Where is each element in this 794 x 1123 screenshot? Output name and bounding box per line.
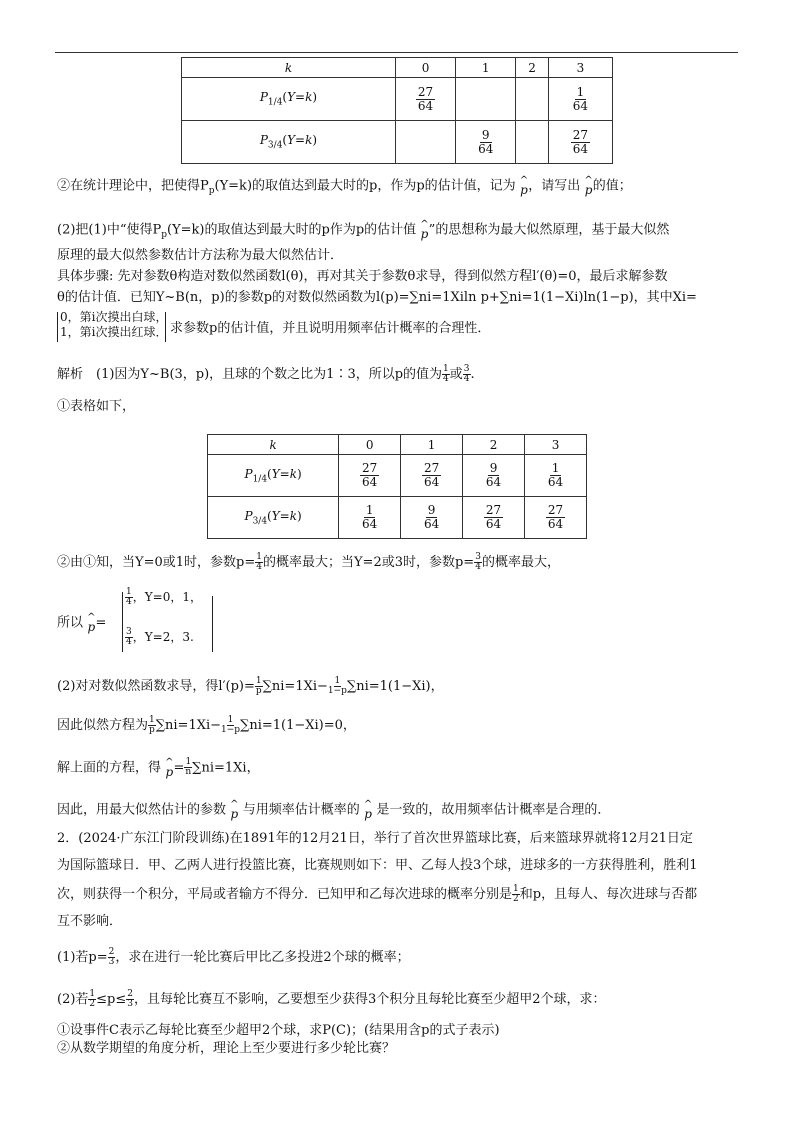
table-cell: $\frac{9}{64}$ <box>401 497 463 539</box>
table-cell: $\frac{27}{64}$ <box>463 497 525 539</box>
text-line: 原理的最大似然参数估计方法称为最大似然估计． <box>57 248 344 263</box>
text-line: 求参数p的估计值，并且说明用频率估计概率的合理性． <box>170 321 491 336</box>
question-2-sub-2: ②从数学期望的角度分析，理论上至少要进行多少轮比赛？ <box>57 1041 396 1056</box>
table-col: 0 <box>395 58 455 78</box>
table-col: 2 <box>463 435 525 455</box>
probability-table-2 <box>207 434 587 539</box>
solution-line-3: ②由①知，当Y=0或1时，参数p= $\frac{1}{4}$ 的概率最大；当Y=2或3时，参数p= $\frac{3}{4}$ 的概率最大， <box>57 552 560 572</box>
table-cell: $\frac{27}{64}$ <box>401 455 463 497</box>
question-2-line-1: 2．(2024·广东江门阶段训练)在1891年的12月21日，举行了首次世界篮球比赛，后来篮球界就将12月21日定 <box>57 831 693 846</box>
p-hat: ^ p <box>230 799 239 821</box>
table-cell: $\frac{27}{64}$ <box>525 497 587 539</box>
solution-line-4: 所以 ^ p= <box>57 612 107 634</box>
table-cell: $\frac{27}{64}$ <box>339 455 401 497</box>
table-cell: $\frac{9}{64}$ <box>463 455 525 497</box>
text-line: 具体步骤: 先对参数θ构造对数似然函数l(θ)，再对其关于参数θ求导，得到似然方程l′(θ)=0，最后求解参数 <box>57 269 668 284</box>
case-brace-close <box>165 312 166 342</box>
p-hat: ^ p <box>165 757 174 779</box>
question-2-line-4: 互不影响． <box>57 914 123 929</box>
case-1: $\frac{1}{4}$ ，Y=0，1， <box>126 587 202 607</box>
table-col: 3 <box>525 435 587 455</box>
table-cell: $\frac{1}{64}$ <box>525 455 587 497</box>
question-2-line-2: 为国际篮球日．甲、乙两人进行投篮比赛，比赛规则如下：甲、乙每人投3个球，进球多的一方获得胜利，胜利1 <box>57 858 698 873</box>
table-row-label: $P_{1/4}(Y=k)$ <box>182 78 396 121</box>
table-row-label: $P_{3/4}(Y=k)$ <box>208 497 339 539</box>
case-brace <box>122 592 123 652</box>
table-col: 1 <box>456 58 516 78</box>
case-2: $\frac{3}{4}$ ，Y=2，3. <box>126 627 194 647</box>
question-part-2-1: ②在统计理论中，把使得$P_p(Y=k)$的取值达到最大时的p，作为p的估计值，记为 ^ p，请写出 ^ p的值； <box>57 175 632 197</box>
table-col: 3 <box>548 58 612 78</box>
question-2-line-3: 次，则获得一个积分，平局或者输方不得分．已知甲和乙每次进球的概率分别是 $\frac{1}{2}$ 和p，且每人、每次进球与否都 <box>57 884 698 904</box>
solution-line-2: ①表格如下， <box>57 399 136 414</box>
table-cell: $\frac{1}{64}$ <box>339 497 401 539</box>
table-cell <box>516 78 549 121</box>
solution-line-5: (2)对对数似然函数求导，得l′(p)= $\frac{1}{p}$ ∑ni=1Xi− $\frac{1}{1-p}$ ∑ni=1(1−Xi)， <box>57 676 444 696</box>
case-brace-close <box>212 596 213 652</box>
solution-line-8: 因此，用最大似然估计的参数 ^ p 与用频率估计概率的 ^ p 是一致的，故用频率估计概率是合理的． <box>57 799 611 821</box>
case-line-2: 1，第i次摸出红球． <box>60 325 168 339</box>
table-col: 2 <box>516 58 549 78</box>
table-cell: $\frac{1}{64}$ <box>548 78 612 121</box>
table-cell: $\frac{27}{64}$ <box>548 121 612 164</box>
question-2-part-1: (1)若p= $\frac{2}{3}$ ，求在进行一轮比赛后甲比乙多投进2个球的概率； <box>57 947 410 967</box>
table-cell <box>456 78 516 121</box>
table-cell: $\frac{9}{64}$ <box>456 121 516 164</box>
p-hat: ^ p <box>87 612 96 634</box>
solution-line-7: 解上面的方程，得 ^ p= $\frac{1}{n}$ ∑ni=1Xi， <box>57 757 260 779</box>
table-cell <box>395 121 455 164</box>
p-hat: ^ p <box>519 175 529 197</box>
solution-line-1: 解析 (1)因为Y~B(3，p)，且球的个数之比为1∶3，所以p的值为 $\frac{1}{4}$ 或 $\frac{3}{4}$ . <box>57 364 475 384</box>
table-cell: $\frac{27}{64}$ <box>395 78 455 121</box>
header-rule <box>55 52 738 53</box>
table-header-k: k <box>182 58 396 78</box>
question-2-part-2: (2)若 $\frac{1}{2}$ ≤p≤ $\frac{2}{3}$ ，且每轮比赛互不影响，乙要想至少获得3个积分且每轮比赛至少超甲2个球，求： <box>57 989 606 1009</box>
table-row-label: $P_{1/4}(Y=k)$ <box>208 455 339 497</box>
text-line: θ的估计值．已知Y~B(n，p)的参数p的对数似然函数为l(p)=∑ni=1Xiln p+∑ni=1(1−Xi)ln(1−p)，其中Xi= <box>57 290 697 305</box>
p-hat: ^ p <box>420 219 429 241</box>
p-hat: ^ p <box>363 799 373 821</box>
question-2-sub-1: ①设事件C表示乙每轮比赛至少超甲2个球，求P(C)；(结果用含p的式子表示) <box>57 1023 500 1038</box>
question-part-2: (2)把(1)中“使得$P_p(Y=k)$的取值达到最大时的p作为p的估计值 ^ p”的思想称为最大似然原理，基于最大似然 <box>57 219 670 241</box>
p-hat: ^ p <box>584 175 593 197</box>
table-row-label: $P_{3/4}(Y=k)$ <box>182 121 396 164</box>
table-col: 0 <box>339 435 401 455</box>
case-brace <box>57 312 58 342</box>
probability-table-1 <box>181 57 613 164</box>
solution-line-6: 因此似然方程为 $\frac{1}{p}$ ∑ni=1Xi− $\frac{1}{1-p}$ ∑ni=1(1−Xi)=0， <box>57 715 356 735</box>
case-line-1: 0，第i次摸出白球， <box>60 310 168 324</box>
table-cell <box>516 121 549 164</box>
table-header-k: k <box>208 435 339 455</box>
table-col: 1 <box>401 435 463 455</box>
